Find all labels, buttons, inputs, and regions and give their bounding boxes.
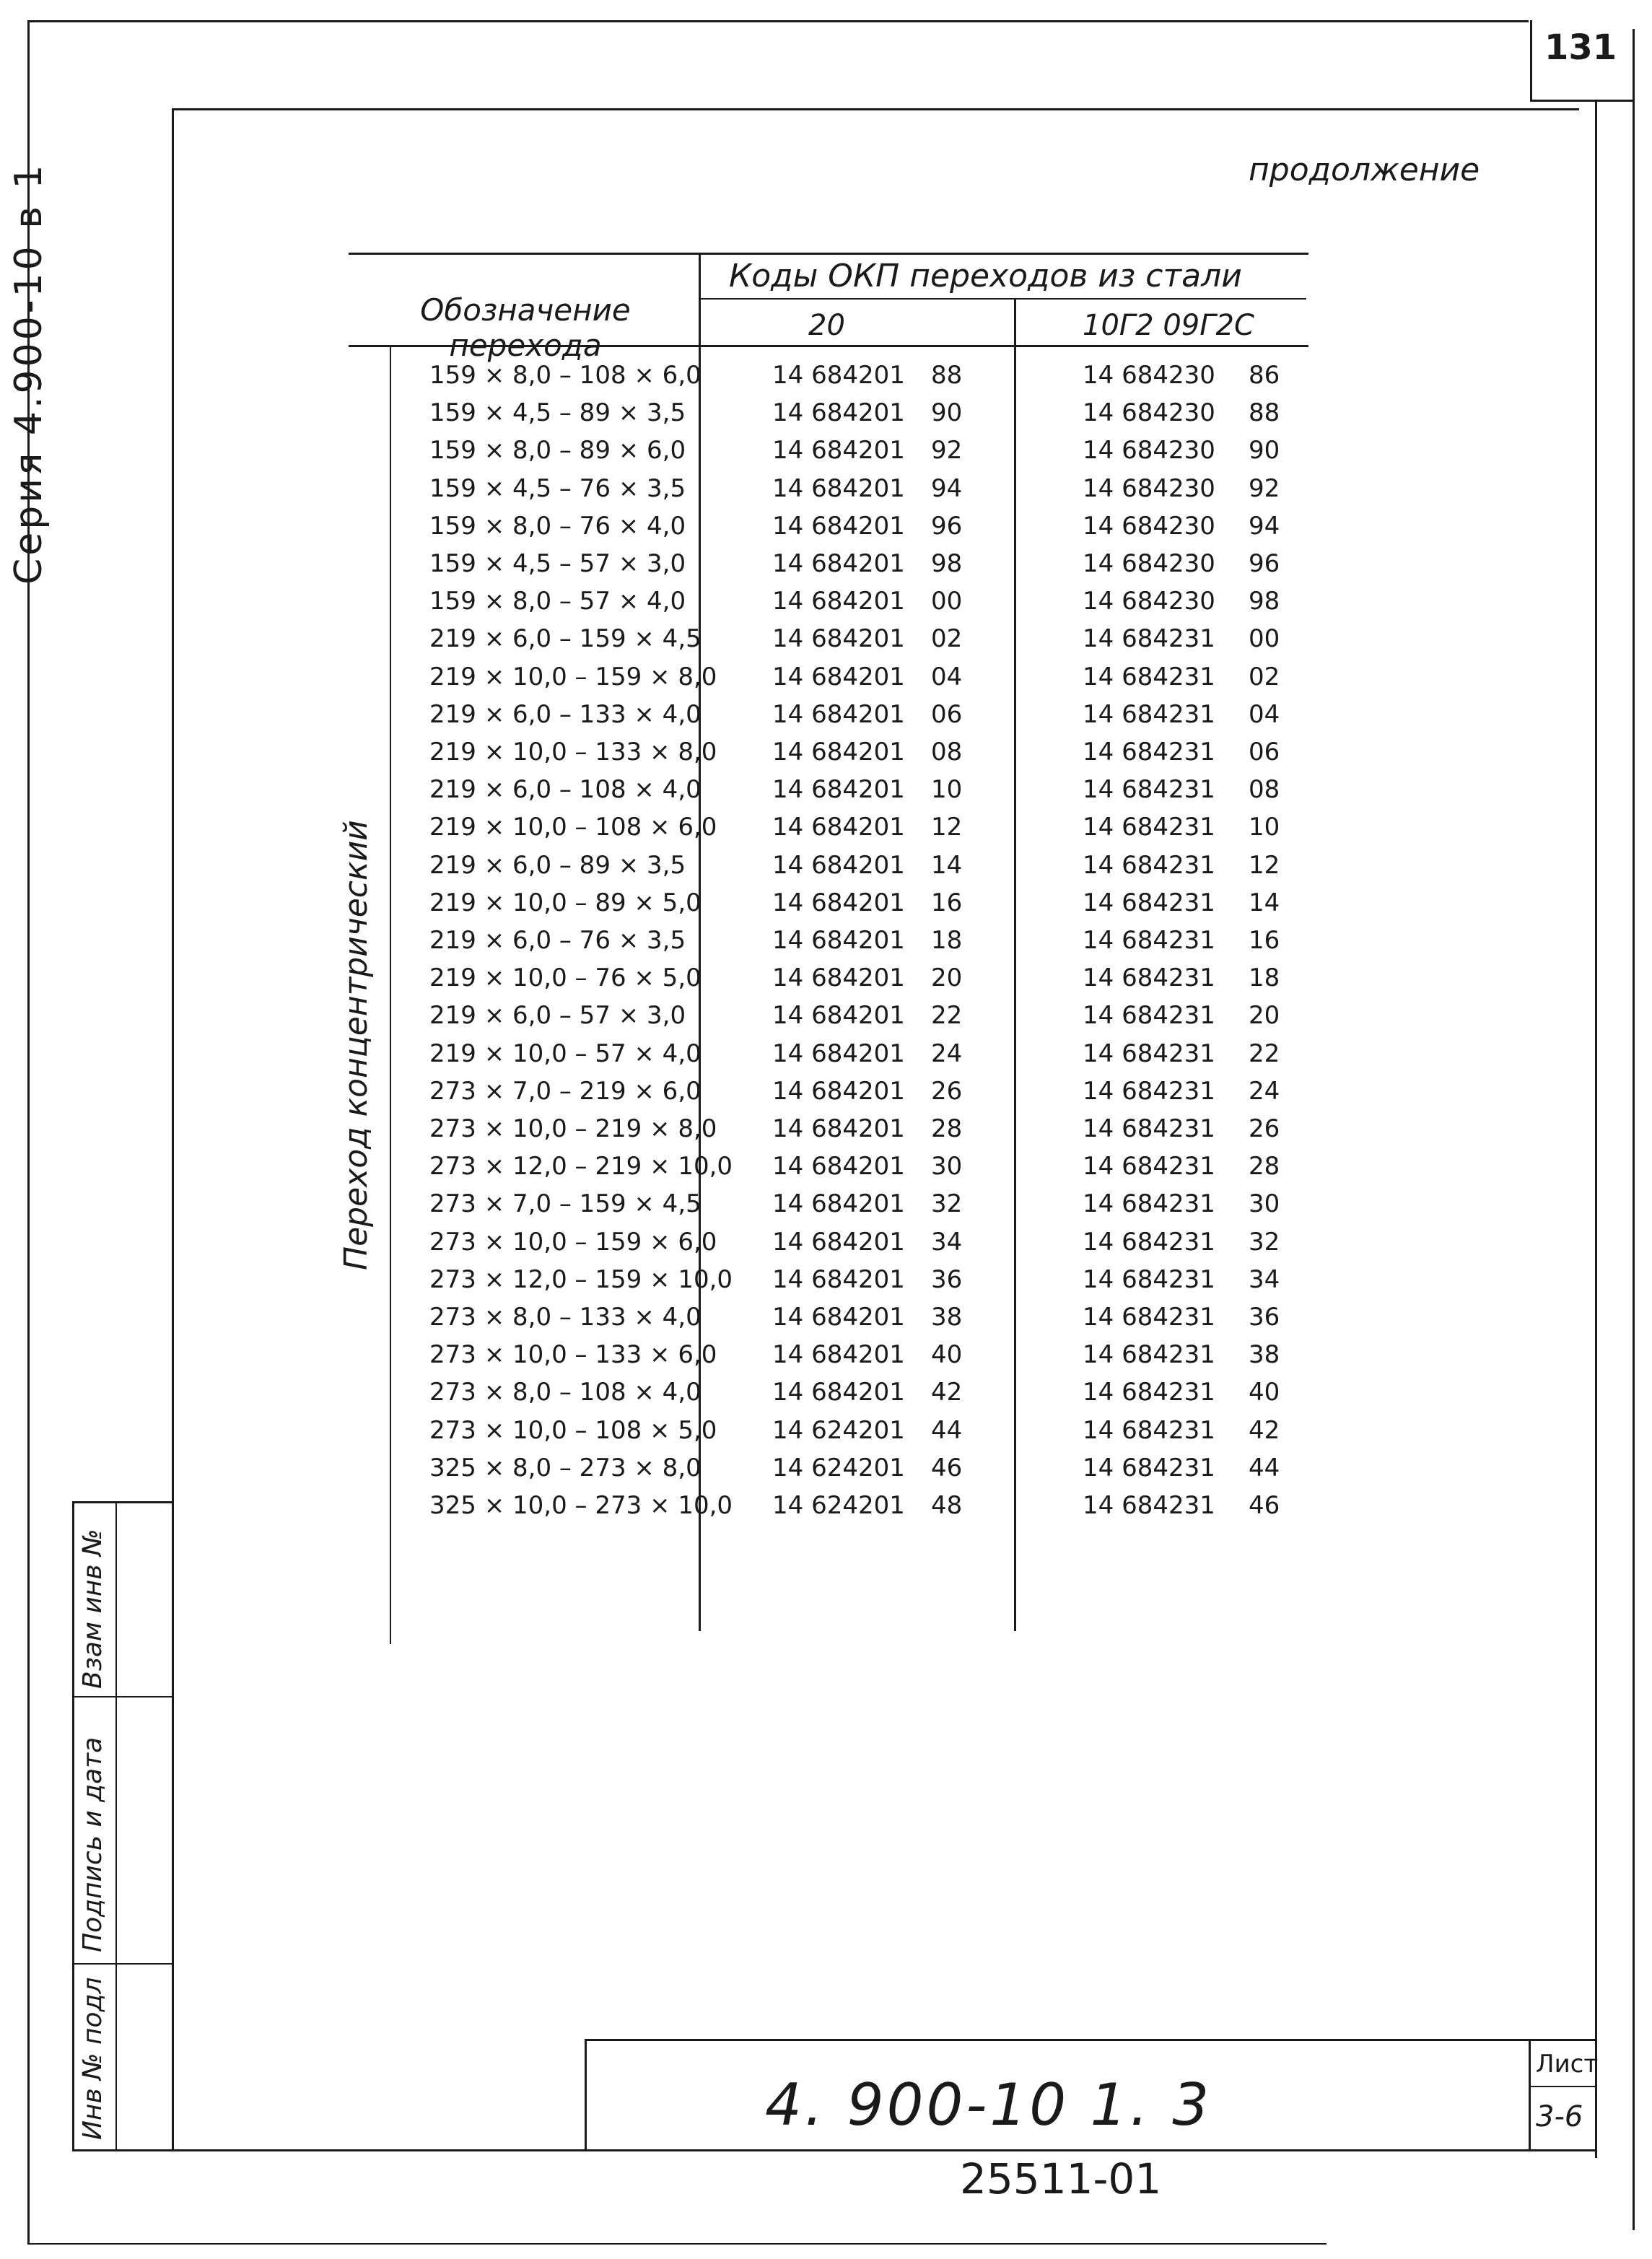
designation-cell: 219 × 6,0 – 89 × 3,5 bbox=[429, 850, 686, 880]
designation-cell: 219 × 10,0 – 57 × 4,0 bbox=[429, 1039, 702, 1068]
continuation-label: продолжение bbox=[1249, 152, 1480, 188]
code-20-cell: 14 624201 bbox=[772, 1415, 905, 1445]
suffix-10g2-cell: 98 bbox=[1249, 587, 1280, 616]
page-num-box-left bbox=[1530, 20, 1532, 101]
table-row bbox=[0, 1001, 1652, 1039]
suffix-10g2-cell: 24 bbox=[1249, 1076, 1280, 1106]
suffix-10g2-cell: 26 bbox=[1249, 1114, 1280, 1143]
designation-cell: 219 × 6,0 – 133 × 4,0 bbox=[429, 699, 702, 729]
suffix-10g2-cell: 20 bbox=[1249, 1001, 1280, 1031]
table-row bbox=[0, 1152, 1652, 1189]
code-20-cell: 14 684201 bbox=[772, 775, 905, 805]
suffix-10g2-cell: 46 bbox=[1249, 1491, 1280, 1520]
designation-cell: 273 × 10,0 – 133 × 6,0 bbox=[429, 1340, 717, 1370]
suffix-10g2-cell: 44 bbox=[1249, 1453, 1280, 1482]
designation-cell: 219 × 6,0 – 108 × 4,0 bbox=[429, 775, 702, 805]
suffix-20-cell: 30 bbox=[931, 1152, 963, 1181]
suffix-10g2-cell: 16 bbox=[1249, 926, 1280, 955]
code-10g2-cell: 14 684231 bbox=[1083, 1415, 1215, 1445]
table-row bbox=[0, 964, 1652, 1001]
suffix-20-cell: 46 bbox=[931, 1453, 963, 1482]
table-row bbox=[0, 549, 1652, 587]
code-10g2-cell: 14 684231 bbox=[1083, 1378, 1215, 1407]
suffix-20-cell: 16 bbox=[931, 888, 963, 917]
stamp-div-1 bbox=[72, 1696, 173, 1697]
table-row bbox=[0, 888, 1652, 926]
stamp-inv-dub: Взам инв № bbox=[78, 1529, 108, 1689]
code-20-cell: 14 684201 bbox=[772, 1264, 905, 1294]
table-row bbox=[0, 1378, 1652, 1415]
code-10g2-cell: 14 684231 bbox=[1083, 775, 1215, 805]
table-row bbox=[0, 512, 1652, 549]
sheet-number: 3-6 bbox=[1536, 2100, 1583, 2133]
code-10g2-cell: 14 684231 bbox=[1083, 1491, 1215, 1520]
suffix-10g2-cell: 32 bbox=[1249, 1227, 1280, 1257]
code-10g2-cell: 14 684231 bbox=[1083, 1189, 1215, 1219]
suffix-10g2-cell: 10 bbox=[1249, 813, 1280, 842]
suffix-20-cell: 28 bbox=[931, 1114, 963, 1143]
suffix-20-cell: 00 bbox=[931, 587, 963, 616]
designation-cell: 273 × 8,0 – 133 × 4,0 bbox=[429, 1303, 702, 1332]
designation-cell: 273 × 7,0 – 159 × 4,5 bbox=[429, 1189, 702, 1219]
code-20-cell: 14 684201 bbox=[772, 1227, 905, 1257]
bottom-number: 25511-01 bbox=[960, 2154, 1162, 2203]
code-20-cell: 14 684201 bbox=[772, 1189, 905, 1219]
code-20-cell: 14 624201 bbox=[772, 1453, 905, 1482]
table-codes-rule bbox=[700, 298, 1306, 300]
table-row bbox=[0, 1491, 1652, 1529]
code-20-cell: 14 684201 bbox=[772, 1340, 905, 1370]
code-20-cell: 14 684201 bbox=[772, 926, 905, 955]
code-20-cell: 14 624201 bbox=[772, 1491, 905, 1520]
code-10g2-cell: 14 684231 bbox=[1083, 738, 1215, 766]
table-row bbox=[0, 813, 1652, 850]
stamp-vline bbox=[115, 1501, 117, 2151]
group-label: Переход концентрический bbox=[338, 820, 375, 1270]
code-10g2-cell: 14 684231 bbox=[1083, 624, 1215, 654]
code-20-cell: 14 684201 bbox=[772, 1076, 905, 1106]
code-20-cell: 14 684201 bbox=[772, 1303, 905, 1332]
table-row bbox=[0, 361, 1652, 398]
designation-cell: 159 × 8,0 – 108 × 6,0 bbox=[429, 361, 702, 390]
stamp-top bbox=[72, 1501, 173, 1503]
frame-top-inner bbox=[172, 108, 1579, 110]
code-10g2-cell: 14 684231 bbox=[1083, 1227, 1215, 1257]
code-20-cell: 14 684201 bbox=[772, 624, 905, 654]
suffix-10g2-cell: 34 bbox=[1249, 1264, 1280, 1294]
code-10g2-cell: 14 684230 bbox=[1083, 549, 1215, 578]
code-10g2-cell: 14 684231 bbox=[1083, 1114, 1215, 1143]
table-row bbox=[0, 1454, 1652, 1491]
designation-cell: 159 × 8,0 – 57 × 4,0 bbox=[429, 587, 686, 616]
code-10g2-cell: 14 684231 bbox=[1083, 662, 1215, 691]
code-10g2-cell: 14 684231 bbox=[1083, 850, 1215, 880]
code-10g2-cell: 14 684231 bbox=[1083, 1340, 1215, 1370]
suffix-10g2-cell: 36 bbox=[1249, 1303, 1280, 1332]
table-row bbox=[0, 587, 1652, 624]
suffix-20-cell: 12 bbox=[931, 813, 963, 842]
suffix-10g2-cell: 22 bbox=[1249, 1039, 1280, 1068]
table-row bbox=[0, 663, 1652, 700]
suffix-20-cell: 26 bbox=[931, 1076, 963, 1106]
table-row bbox=[0, 474, 1652, 512]
sheet-label: Лист bbox=[1536, 2050, 1599, 2079]
document-code: 4. 900-10 1. 3 bbox=[765, 2071, 1212, 2138]
table-row bbox=[0, 1189, 1652, 1227]
code-10g2-cell: 14 684231 bbox=[1083, 888, 1215, 917]
code-20-cell: 14 684201 bbox=[772, 662, 905, 691]
table-row bbox=[0, 1265, 1652, 1303]
code-10g2-cell: 14 684231 bbox=[1083, 1039, 1215, 1068]
designation-cell: 219 × 10,0 – 133 × 8,0 bbox=[429, 738, 717, 766]
code-20-cell: 14 684201 bbox=[772, 699, 905, 729]
table-row bbox=[0, 738, 1652, 775]
designation-cell: 159 × 4,5 – 89 × 3,5 bbox=[429, 398, 686, 428]
suffix-20-cell: 98 bbox=[931, 549, 963, 578]
column-header-steel-20: 20 bbox=[808, 309, 845, 342]
suffix-20-cell: 04 bbox=[931, 662, 963, 691]
suffix-20-cell: 14 bbox=[931, 850, 963, 880]
table-row bbox=[0, 436, 1652, 473]
frame-bottom-outer bbox=[27, 2243, 1327, 2245]
code-20-cell: 14 684201 bbox=[772, 1152, 905, 1181]
code-20-cell: 14 684201 bbox=[772, 850, 905, 880]
suffix-20-cell: 96 bbox=[931, 511, 963, 541]
designation-cell: 219 × 10,0 – 108 × 6,0 bbox=[429, 813, 717, 842]
suffix-10g2-cell: 14 bbox=[1249, 888, 1280, 917]
suffix-10g2-cell: 04 bbox=[1249, 699, 1280, 729]
code-20-cell: 14 684201 bbox=[772, 813, 905, 842]
suffix-10g2-cell: 40 bbox=[1249, 1378, 1280, 1407]
suffix-20-cell: 44 bbox=[931, 1415, 963, 1445]
suffix-10g2-cell: 08 bbox=[1249, 775, 1280, 805]
table-row bbox=[0, 851, 1652, 888]
designation-cell: 273 × 12,0 – 219 × 10,0 bbox=[429, 1152, 733, 1181]
code-10g2-cell: 14 684231 bbox=[1083, 1264, 1215, 1294]
suffix-10g2-cell: 38 bbox=[1249, 1340, 1280, 1370]
column-header-designation: Обозначение перехода bbox=[420, 292, 631, 363]
frame-top-outer bbox=[27, 20, 1529, 22]
code-10g2-cell: 14 684230 bbox=[1083, 511, 1215, 541]
suffix-20-cell: 18 bbox=[931, 926, 963, 955]
designation-cell: 219 × 6,0 – 57 × 3,0 bbox=[429, 1001, 686, 1031]
code-10g2-cell: 14 684231 bbox=[1083, 926, 1215, 955]
suffix-20-cell: 10 bbox=[931, 775, 963, 805]
code-20-cell: 14 684201 bbox=[772, 738, 905, 766]
code-10g2-cell: 14 684231 bbox=[1083, 813, 1215, 842]
table-row bbox=[0, 624, 1652, 662]
suffix-10g2-cell: 06 bbox=[1249, 738, 1280, 766]
designation-cell: 159 × 8,0 – 89 × 6,0 bbox=[429, 436, 686, 466]
code-20-cell: 14 684201 bbox=[772, 964, 905, 993]
table-row bbox=[0, 1114, 1652, 1152]
page-num-box-bottom bbox=[1530, 100, 1635, 102]
suffix-20-cell: 90 bbox=[931, 398, 963, 428]
column-header-codes: Коды ОКП переходов из стали bbox=[729, 258, 1242, 294]
suffix-10g2-cell: 18 bbox=[1249, 964, 1280, 993]
code-10g2-cell: 14 684230 bbox=[1083, 587, 1215, 616]
code-20-cell: 14 684201 bbox=[772, 587, 905, 616]
code-20-cell: 14 684201 bbox=[772, 398, 905, 428]
series-label: Серия 4.900-10 в 1 bbox=[7, 162, 51, 585]
suffix-20-cell: 32 bbox=[931, 1189, 963, 1219]
designation-cell: 273 × 12,0 – 159 × 10,0 bbox=[429, 1264, 733, 1294]
suffix-20-cell: 34 bbox=[931, 1227, 963, 1257]
suffix-10g2-cell: 94 bbox=[1249, 511, 1280, 541]
suffix-10g2-cell: 02 bbox=[1249, 662, 1280, 691]
designation-cell: 273 × 8,0 – 108 × 4,0 bbox=[429, 1378, 702, 1407]
suffix-10g2-cell: 00 bbox=[1249, 624, 1280, 654]
sheet-box-mid bbox=[1529, 2086, 1596, 2087]
suffix-10g2-cell: 30 bbox=[1249, 1189, 1280, 1219]
suffix-20-cell: 24 bbox=[931, 1039, 963, 1068]
code-10g2-cell: 14 684230 bbox=[1083, 398, 1215, 428]
suffix-10g2-cell: 96 bbox=[1249, 549, 1280, 578]
stamp-left bbox=[72, 1501, 74, 2151]
code-20-cell: 14 684201 bbox=[772, 473, 905, 503]
table-top-rule bbox=[349, 253, 1308, 255]
designation-cell: 325 × 8,0 – 273 × 8,0 bbox=[429, 1453, 702, 1482]
designation-cell: 273 × 7,0 – 219 × 6,0 bbox=[429, 1076, 702, 1106]
code-10g2-cell: 14 684230 bbox=[1083, 361, 1215, 390]
suffix-20-cell: 94 bbox=[931, 473, 963, 503]
table-row bbox=[0, 775, 1652, 813]
page-number: 131 bbox=[1544, 27, 1617, 68]
suffix-20-cell: 38 bbox=[931, 1303, 963, 1332]
title-block-left bbox=[585, 2039, 587, 2151]
code-10g2-cell: 14 684230 bbox=[1083, 473, 1215, 503]
designation-cell: 159 × 8,0 – 76 × 4,0 bbox=[429, 511, 686, 541]
designation-cell: 273 × 10,0 – 159 × 6,0 bbox=[429, 1227, 717, 1257]
code-10g2-cell: 14 684230 bbox=[1083, 436, 1215, 466]
code-10g2-cell: 14 684231 bbox=[1083, 1152, 1215, 1181]
code-10g2-cell: 14 684231 bbox=[1083, 1076, 1215, 1106]
table-row bbox=[0, 926, 1652, 964]
suffix-20-cell: 08 bbox=[931, 738, 963, 766]
sheet-box-left bbox=[1529, 2039, 1531, 2151]
designation-cell: 219 × 6,0 – 76 × 3,5 bbox=[429, 926, 686, 955]
designation-cell: 219 × 6,0 – 159 × 4,5 bbox=[429, 624, 702, 654]
code-20-cell: 14 684201 bbox=[772, 549, 905, 578]
suffix-20-cell: 36 bbox=[931, 1264, 963, 1294]
designation-cell: 159 × 4,5 – 76 × 3,5 bbox=[429, 473, 686, 503]
column-header-steel-10g2: 10Г2 09Г2С bbox=[1083, 309, 1254, 342]
code-20-cell: 14 684201 bbox=[772, 1114, 905, 1143]
suffix-10g2-cell: 42 bbox=[1249, 1415, 1280, 1445]
table-row bbox=[0, 1416, 1652, 1454]
suffix-10g2-cell: 92 bbox=[1249, 473, 1280, 503]
designation-cell: 273 × 10,0 – 108 × 5,0 bbox=[429, 1415, 717, 1445]
stamp-inv-orig: Инв № подл bbox=[78, 1977, 108, 2140]
suffix-20-cell: 20 bbox=[931, 964, 963, 993]
table-row bbox=[0, 398, 1652, 436]
suffix-10g2-cell: 88 bbox=[1249, 398, 1280, 428]
code-20-cell: 14 684201 bbox=[772, 361, 905, 390]
code-20-cell: 14 684201 bbox=[772, 1039, 905, 1068]
designation-cell: 219 × 10,0 – 159 × 8,0 bbox=[429, 662, 717, 691]
frame-bottom-inner bbox=[72, 2149, 1596, 2151]
suffix-20-cell: 22 bbox=[931, 1001, 963, 1031]
code-20-cell: 14 684201 bbox=[772, 511, 905, 541]
suffix-20-cell: 88 bbox=[931, 361, 963, 390]
code-10g2-cell: 14 684231 bbox=[1083, 1453, 1215, 1482]
suffix-20-cell: 06 bbox=[931, 699, 963, 729]
suffix-10g2-cell: 86 bbox=[1249, 361, 1280, 390]
suffix-20-cell: 42 bbox=[931, 1378, 963, 1407]
suffix-20-cell: 92 bbox=[931, 436, 963, 466]
code-20-cell: 14 684201 bbox=[772, 1378, 905, 1407]
designation-cell: 273 × 10,0 – 219 × 8,0 bbox=[429, 1114, 717, 1143]
table-row bbox=[0, 700, 1652, 738]
designation-cell: 219 × 10,0 – 89 × 5,0 bbox=[429, 888, 702, 917]
table-row bbox=[0, 1340, 1652, 1378]
suffix-10g2-cell: 28 bbox=[1249, 1152, 1280, 1181]
code-20-cell: 14 684201 bbox=[772, 1001, 905, 1031]
code-10g2-cell: 14 684231 bbox=[1083, 964, 1215, 993]
code-20-cell: 14 684201 bbox=[772, 888, 905, 917]
title-block-top bbox=[585, 2039, 1595, 2041]
designation-cell: 325 × 10,0 – 273 × 10,0 bbox=[429, 1491, 733, 1520]
suffix-20-cell: 40 bbox=[931, 1340, 963, 1370]
table-row bbox=[0, 1228, 1652, 1265]
table-row bbox=[0, 1303, 1652, 1340]
suffix-20-cell: 02 bbox=[931, 624, 963, 654]
code-10g2-cell: 14 684231 bbox=[1083, 1303, 1215, 1332]
designation-cell: 159 × 4,5 – 57 × 3,0 bbox=[429, 549, 686, 578]
designation-cell: 219 × 10,0 – 76 × 5,0 bbox=[429, 964, 702, 993]
code-10g2-cell: 14 684231 bbox=[1083, 1001, 1215, 1031]
table-row bbox=[0, 1039, 1652, 1077]
code-20-cell: 14 684201 bbox=[772, 436, 905, 466]
stamp-sign-date: Подпись и дата bbox=[78, 1736, 108, 1952]
suffix-20-cell: 48 bbox=[931, 1491, 963, 1520]
suffix-10g2-cell: 12 bbox=[1249, 850, 1280, 880]
suffix-10g2-cell: 90 bbox=[1249, 436, 1280, 466]
table-row bbox=[0, 1077, 1652, 1114]
code-10g2-cell: 14 684231 bbox=[1083, 699, 1215, 729]
stamp-div-2 bbox=[72, 1963, 173, 1965]
